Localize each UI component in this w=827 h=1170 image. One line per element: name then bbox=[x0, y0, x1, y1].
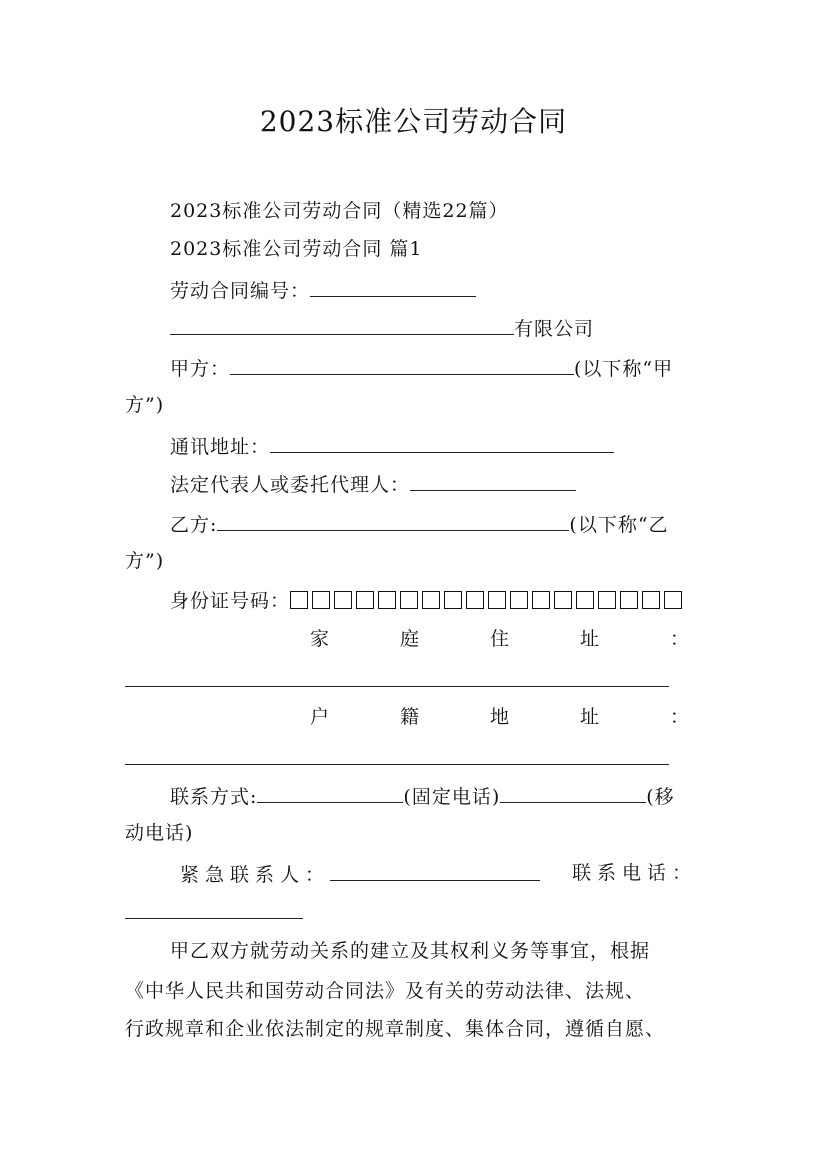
id-box bbox=[488, 591, 506, 609]
household-char: 地 bbox=[489, 706, 510, 728]
id-number-label: 身份证号码： bbox=[170, 590, 291, 612]
id-box bbox=[356, 591, 374, 609]
id-box bbox=[466, 591, 484, 609]
id-box bbox=[576, 591, 594, 609]
subtitle-line: 2023标准公司劳动合同（精选22篇） bbox=[170, 200, 509, 222]
party-b-blank bbox=[217, 510, 569, 531]
address-line bbox=[170, 432, 614, 460]
legal-rep-blank bbox=[410, 470, 576, 491]
id-box bbox=[290, 591, 308, 609]
household-char: 址 bbox=[579, 706, 600, 728]
fixed-phone-label: (固定电话) bbox=[403, 786, 501, 808]
contract-no-blank bbox=[310, 276, 476, 297]
emergency-contact-blank bbox=[330, 860, 540, 881]
home-address-char: ： bbox=[669, 628, 690, 650]
company-suffix: 有限公司 bbox=[514, 318, 595, 340]
id-box bbox=[642, 591, 660, 609]
id-number-boxes bbox=[290, 590, 686, 612]
party-b-label: 乙方: bbox=[170, 514, 218, 536]
party-b-note-cont: 方”) bbox=[125, 550, 165, 572]
id-box bbox=[532, 591, 550, 609]
contact-line bbox=[170, 782, 675, 810]
address-label: 通讯地址： bbox=[170, 436, 271, 458]
id-box bbox=[510, 591, 528, 609]
company-name-blank bbox=[170, 314, 514, 335]
home-address-blank bbox=[125, 686, 669, 687]
contact-label: 联系方式: bbox=[170, 786, 258, 808]
party-b-note: (以下称“乙 bbox=[569, 514, 669, 536]
id-box bbox=[378, 591, 396, 609]
home-address-heading bbox=[310, 626, 690, 652]
legal-rep-line bbox=[170, 470, 576, 498]
address-blank bbox=[270, 432, 614, 453]
contract-no-line bbox=[170, 276, 476, 304]
home-address-char: 住 bbox=[489, 628, 510, 650]
id-box bbox=[422, 591, 440, 609]
id-box bbox=[400, 591, 418, 609]
household-heading bbox=[310, 704, 690, 730]
mobile-phone-label: (移 bbox=[646, 786, 675, 808]
party-a-note: (以下称“甲 bbox=[574, 358, 674, 380]
emergency-contact-label: 紧急联系人： bbox=[180, 864, 331, 886]
id-box bbox=[554, 591, 572, 609]
party-a-label: 甲方： bbox=[170, 358, 231, 380]
household-char: 籍 bbox=[399, 706, 420, 728]
home-address-char: 家 bbox=[310, 628, 331, 650]
body-line-2: 《中华人民共和国劳动合同法》及有关的劳动法律、法规、 bbox=[125, 980, 646, 1002]
household-char: ： bbox=[669, 706, 690, 728]
contact-phone-label: 联系电话： bbox=[572, 862, 698, 884]
home-address-char: 庭 bbox=[399, 628, 420, 650]
id-box bbox=[334, 591, 352, 609]
party-a-line bbox=[170, 354, 673, 382]
party-b-line bbox=[170, 510, 669, 538]
section-heading: 2023标准公司劳动合同 篇1 bbox=[170, 238, 423, 260]
company-line bbox=[170, 314, 594, 342]
fixed-phone-blank bbox=[257, 782, 403, 803]
id-box bbox=[620, 591, 638, 609]
body-line-3: 行政规章和企业依法制定的规章制度、集体合同，遵循自愿、 bbox=[125, 1018, 666, 1040]
document-title: 2023标准公司劳动合同 bbox=[259, 105, 568, 138]
contact-phone-blank bbox=[125, 918, 303, 919]
id-number-line bbox=[170, 588, 686, 614]
party-a-note-cont: 方”) bbox=[125, 394, 165, 416]
household-char: 户 bbox=[310, 706, 331, 728]
id-box bbox=[598, 591, 616, 609]
mobile-phone-blank bbox=[500, 782, 646, 803]
id-box bbox=[312, 591, 330, 609]
party-a-blank bbox=[230, 354, 574, 375]
mobile-phone-cont: 动电话) bbox=[125, 822, 194, 844]
id-box bbox=[664, 591, 682, 609]
contract-no-label: 劳动合同编号： bbox=[170, 280, 311, 302]
home-address-char: 址 bbox=[579, 628, 600, 650]
household-blank bbox=[125, 764, 669, 765]
legal-rep-label: 法定代表人或委托代理人： bbox=[170, 474, 411, 496]
id-box bbox=[444, 591, 462, 609]
emergency-contact-line bbox=[180, 860, 540, 888]
body-line-1: 甲乙双方就劳动关系的建立及其权利义务等事宜，根据 bbox=[170, 940, 651, 962]
